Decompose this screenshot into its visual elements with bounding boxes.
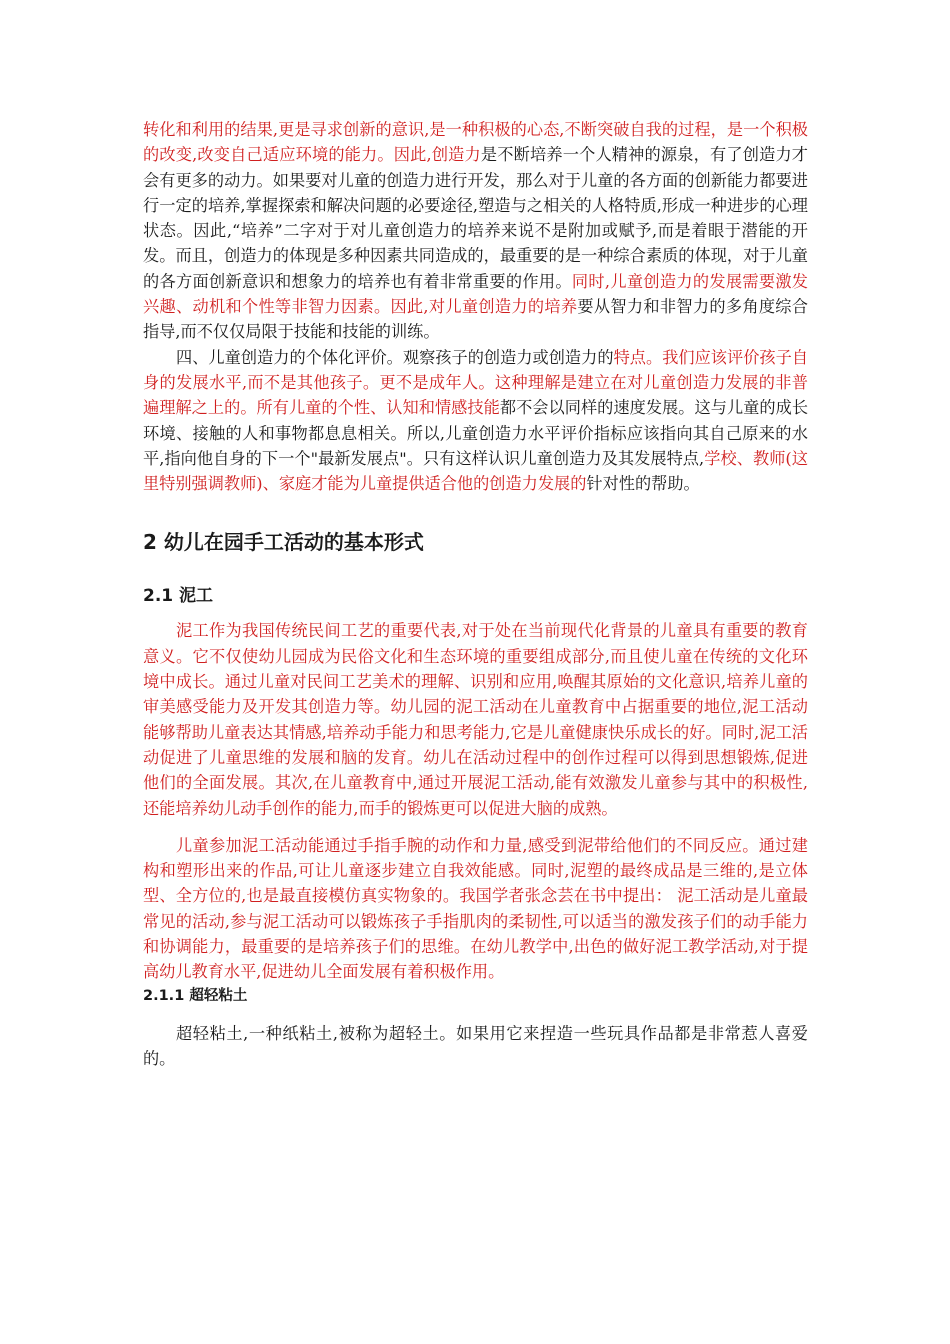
body-text: 都不会以同样的速度发展。这与儿童的成长环境、接触的人和事物都息息相关。所以,儿童创造力水平评价指标应该指向其自己原来的水平,指向他自身的下一个"最新发展点"。只有这样认识儿童创造力及其发展特点, (143, 398, 809, 468)
paragraph-clay-work-intro: 泥工作为我国传统民间工艺的重要代表,对于处在当前现代化背景的儿童具有重要的教育意义。它不仅使幼儿园成为民俗文化和生态环境的重要组成部分,而且使儿童在传统的文化环境中成长。通过儿童对民间工艺美术的理解、识别和应用,唤醒其原始的文化意识,培养儿童的审美感受能力及开发其创造力等。幼儿园的泥工活动在儿童教育中占据重要的地位,泥工活动能够帮助儿童表达其情感,培养动手能力和思考能力,它是儿童健康快乐成长的好。同时,泥工活动促进了儿童思维的发展和脑的发育。幼儿在活动过程中的创作过程可以得到思想锻炼,促进他们的全面发展。其次,在儿童教育中,通过开展泥工活动,能有效激发儿童参与其中的积极性,还能培养幼儿动手创作的能力,而手的锻炼更可以促进大脑的成熟。 (143, 621, 808, 818)
body-text: 四、儿童创造力的个体化评价。观察孩子的创造力或创造力的 (176, 347, 614, 367)
paragraph-clay-work-benefits: 儿童参加泥工活动能通过手指手腕的动作和力量,感受到泥带给他们的不同反应。通过建构和塑形出来的作品,可让儿童逐步建立自我效能感。同时,泥塑的最终成品是三维的,是立体型、全方位的,也是最直接模仿真实物象的。我国学者张念芸在书中提出： 泥工活动是儿童最常见的活动,参与泥工活动可以锻炼孩子手指肌肉的柔韧性,可以适当的激发孩子们的动手能力和协调能力，最重要的是培养孩子们的思维。在幼儿教学中,出色的做好泥工教学活动,对于提高幼儿教育水平,促进幼儿全面发展有着积极作用。 (143, 835, 808, 982)
subsubsection-heading: 2.1.1 超轻粘土 (143, 987, 248, 1004)
paragraph-creativity-cultivation (143, 117, 808, 345)
highlighted-text: 特点。我们应该评价孩子自身的发展水平,而不是其他孩子。更不是成年人。这种理解是建立在对儿童创造力发展的非普遍理解之上的。所有儿童的个性、认知和情感技能 (143, 347, 809, 418)
highlighted-text: 学校、教师(这里特别强调教师)、家庭才能为儿童提供适合他的创造力发展的 (143, 448, 808, 494)
body-text: 要从智力和非智力的多角度综合指导,而不仅仅局限于技能和技能的训练。 (143, 297, 808, 342)
paragraph-individual-evaluation (143, 345, 808, 497)
subsection-heading: 2.1 泥工 (143, 586, 214, 607)
body-text: 是不断培养一个人精神的源泉，有了创造力才会有更多的动力。如果要对儿童的创造力进行开发，那么对于儿童的各方面的创新能力都要进行一定的培养,掌握探索和解决问题的必要途径,塑造与之相关的人格特质,形成一种进步的心理状态。因此,“培养”二字对于对儿童创造力的培养来说不是附加或赋予,而是着眼于潜能的开发。而且，创造力的体现是多种因素共同造成的，最重要的是一种综合素质的体现，对于儿童的各方面创新意识和想象力的培养也有着非常重要的作用。 (143, 145, 808, 291)
paragraph-ultralight-clay: 超轻粘土,一种纸粘土,被称为超轻土。如果用它来捏造一些玩具作品都是非常惹人喜爱的。 (143, 1023, 808, 1068)
body-text: 针对性的帮助。 (586, 474, 700, 494)
highlighted-text: 转化和利用的结果,更是寻求创新的意识,是一种积极的心态,不断突破自我的过程，是一个积极的改变,改变自己适应环境的能力。因此,创造力 (143, 120, 808, 165)
highlighted-text: 同时,儿童创造力的发展需要激发兴趣、动机和个性等非智力因素。因此,对儿童创造力的培养 (143, 271, 808, 317)
document-page (143, 117, 808, 1071)
section-heading: 2 幼儿在园手工活动的基本形式 (143, 530, 424, 555)
